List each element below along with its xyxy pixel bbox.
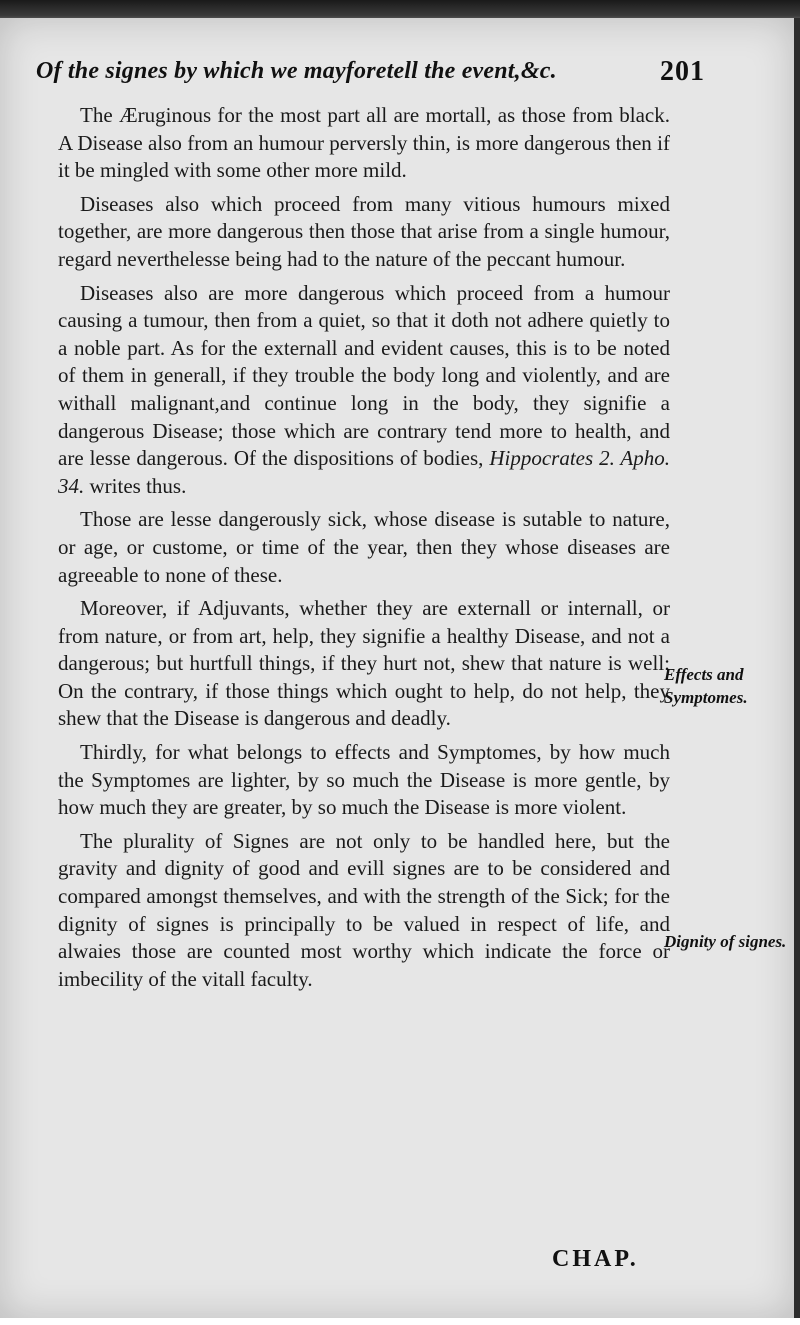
paragraph-2: Diseases also which proceed from many vitious humours mixed together, are more dangerous then those that arise from a single humour, regard neverthelesse being had to the nature of the peccant humour. [58,191,670,271]
margin-note-effects: Effects and Symptomes. [664,665,748,707]
paragraph-1: The Æruginous for the most part all are mortall, as those from black. A Disease also from an humour perversly thin, is more dangerous then if it be mingled with some other more mild. [58,103,670,183]
paragraph-6: Thirdly, for what belongs to effects and Symptomes, by how much the Symptomes are lighter, by so much the Disease is more gentle, by how much they are greater, by so much the Disease is more violent. [58,740,670,820]
catchword: CHAP. [552,1246,639,1272]
page-number: 201 [660,56,705,87]
paragraph-3 [58,280,670,501]
body-text [58,102,670,999]
margin-note-dignity: Dignity of signes. [664,932,787,951]
running-title: Of the signes by which we mayforetell the event,&c. [36,58,557,84]
book-page [0,18,800,1318]
citation-author: Hippocrates 2. Apho. 34. [58,446,670,498]
paragraph-3-text: Diseases also are more dangerous which proceed from a humour causing a tumour, then from a quiet, so that it doth not adhere quietly to a noble part. As for the externall and evident causes, this is to be noted of them in generall, if they trouble the body long and violently, and are withall malignant,and continue long in the body, they signifie a dangerous Disease; those which are contrary tend more to health, and are lesse dangerous. Of the dispositions of bodies, [58,280,670,471]
paragraph-4: Those are lesse dangerously sick, whose disease is sutable to nature, or age, or custome, or time of the year, then they whose diseases are agreeable to none of these. [58,507,670,587]
paragraph-5: Moreover, if Adjuvants, whether they are externall or internall, or from nature, or from art, help, they signifie a healthy Disease, and not a dangerous; but hurtfull things, if they hurt not, shew that nature is well: On the contrary, if those things which ought to help, do not help, they shew that the Disease is dangerous and deadly. [58,596,670,731]
citation-tail: writes thus. [84,473,187,498]
paragraph-7: The plurality of Signes are not only to be handled here, but the gravity and dignity of good and evill signes are to be considered and compared amongst themselves, and with the strength of the Sick; for the dignity of signes is principally to be valued in respect of life, and alwaies those are counted most worthy which indicate the force or imbecility of the vitall faculty. [58,828,670,991]
